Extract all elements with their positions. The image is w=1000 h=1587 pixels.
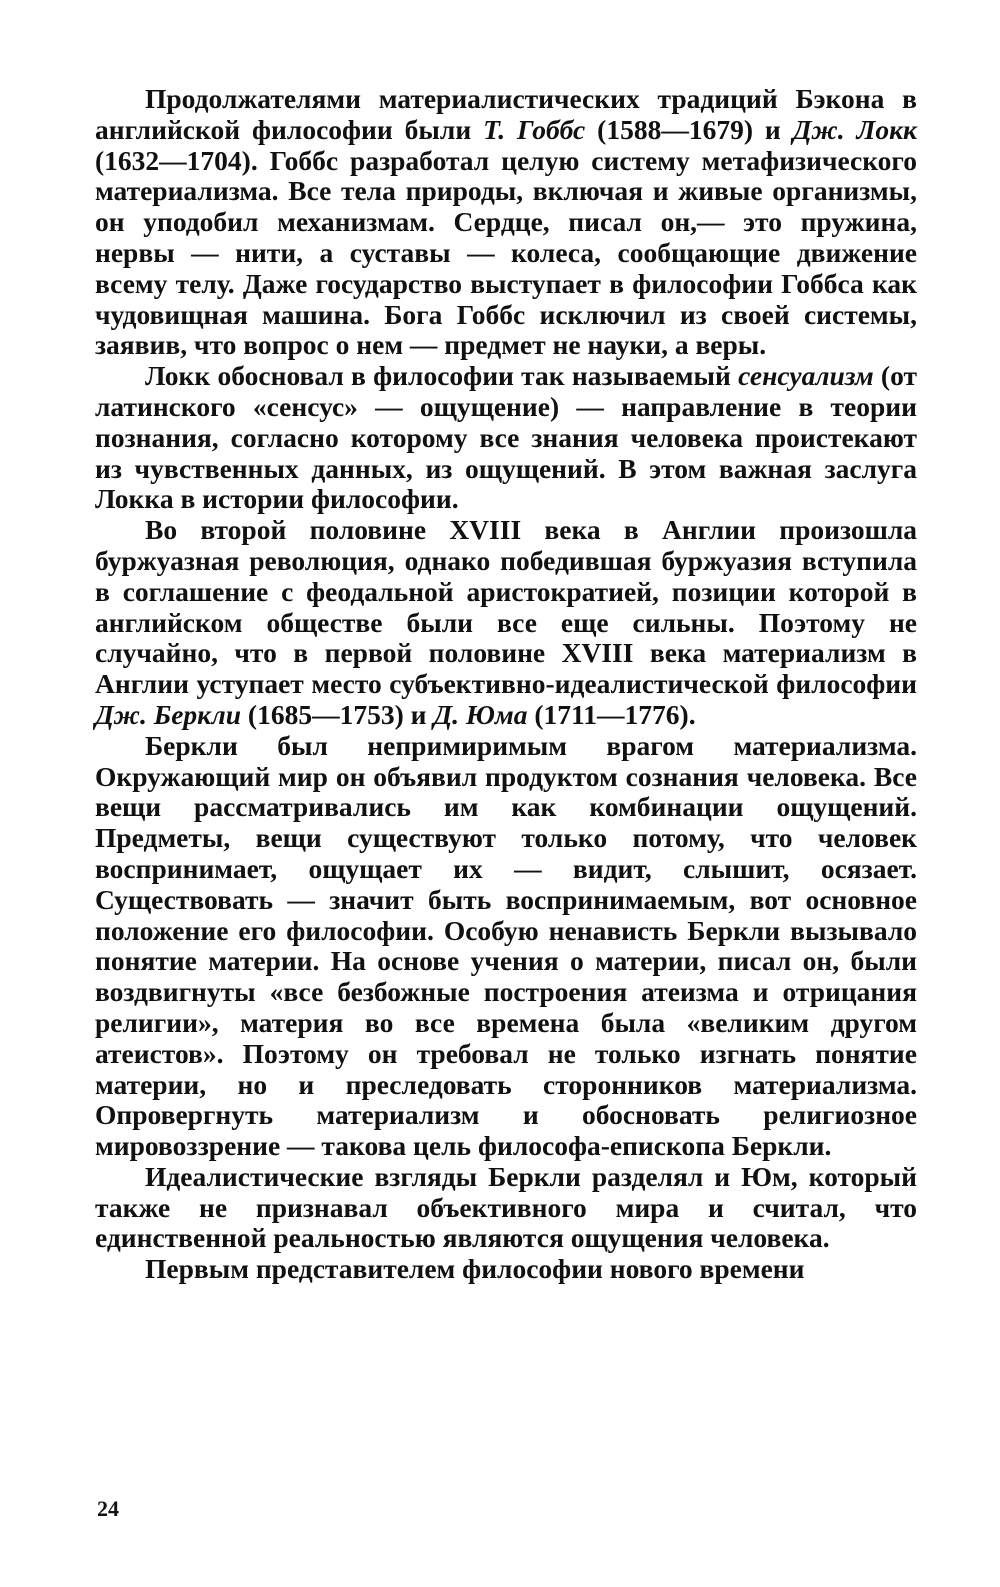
person-name: Д. Юма (433, 698, 528, 730)
text-segment: (1711—1776). (527, 698, 696, 730)
paragraph-hobbes-locke (95, 84, 917, 361)
text-segment: Первым представителем философии нового времени (145, 1253, 805, 1285)
page-number: 24 (97, 1496, 119, 1521)
text-segment: (1632—1704). Гоббс разработал целую систему метафизического материализма. Все тела природы, включая и живые организмы, он уподобил механизмам. Сердце, писал он,— это пружина, нервы — нити, а суставы — колеса, сообщающие движение всему телу. Даже государство выступает в философии Гоббса как чудовищная машина. Бога Гоббс исключил из своей системы, заявив, что вопрос о нем — предмет не науки, а веры. (95, 144, 917, 361)
text-segment: (от латинского «сенсус» — ощущение) — направление в теории познания, согласно которому все знания человека проистекают из чувственных данных, из ощущений. В этом важная заслуга Локка в истории философии. (95, 360, 917, 515)
paragraph-revolution (95, 515, 917, 731)
paragraph-hume (95, 1162, 917, 1254)
text-segment: (1685—1753) и (241, 698, 434, 730)
term: сенсуализм (738, 360, 874, 392)
person-name: Т. Гоббс (483, 113, 586, 145)
person-name: Дж. Беркли (95, 698, 242, 730)
person-name: Дж. Локк (792, 113, 917, 145)
text-segment: Локк обосновал в философии так называемый (145, 360, 739, 392)
text-segment: Идеалистические взгляды Беркли разделял и Юм, который также не признавал объективного мира и считал, что единственной реальностью являются ощущения человека. (95, 1160, 917, 1254)
text-segment: Во второй половине XVIII века в Англии произошла буржуазная революция, однако победившая буржуазия вступила в соглашение с феодальной аристократией, позиции которой в английском обществе были все еще сильны. Поэтому не случайно, что в первой половине XVIII века материализм в Англии уступает место субъективно-идеалистической философии (95, 514, 917, 700)
paragraph-berkeley (95, 731, 917, 1162)
paragraph-new-time (95, 1254, 917, 1285)
text-segment: (1588—1679) и (585, 113, 793, 145)
paragraph-sensualism (95, 361, 917, 515)
text-segment: Продолжателями материалистических традиций Бэкона в английской философии были (95, 83, 917, 145)
page-text (95, 84, 917, 1285)
text-segment: Беркли был непримиримым врагом материализма. Окружающий мир он объявил продуктом сознания человека. Все вещи рассматривались им как комбинации ощущений. Предметы, вещи существуют только потому, что человек воспринимает, ощущает их — видит, слышит, осязает. Существовать — значит быть воспринимаемым, вот основное положение его философии. Особую ненависть Беркли вызывало понятие материи. На основе учения о материи, писал он, были воздвигнуты «все безбожные построения атеизма и отрицания религии», материя во все времена была «великим другом атеистов». Поэтому он требовал не только изгнать понятие материи, но и преследовать сторонников материализма. Опровергнуть материализм и обосновать религиозное мировоззрение — такова цель философа-епископа Беркли. (95, 729, 917, 1162)
